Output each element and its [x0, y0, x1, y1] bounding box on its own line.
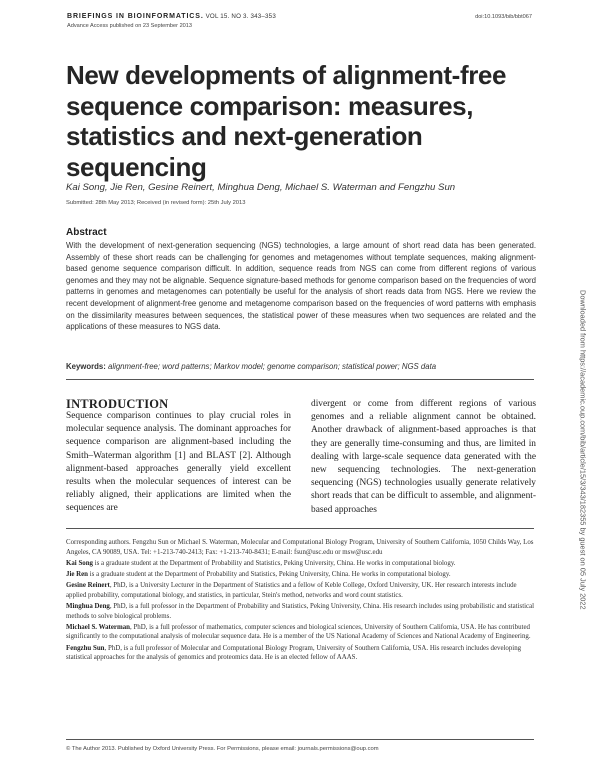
keywords-label: Keywords:: [66, 362, 106, 371]
introduction-heading: INTRODUCTION: [66, 397, 169, 411]
bio-text: , PhD, is a full professor of mathematics, computer sciences and biological sciences, University of Southern California, USA. He has contributed significantly to the computational analysis of molecular sequence data. He is a member of the US National Academy of Sciences and National Academy of Engineering.: [66, 623, 531, 641]
bio-entry: [66, 602, 536, 621]
download-watermark: [572, 215, 594, 685]
abstract-text: With the development of next-generation sequencing (NGS) technologies, a large amount of short read data has been generated. Assembly of these short reads can be challenging for genomes and metagenomes without template sequences, making alignment-based genome sequence comparison difficult. In addition, sequence reads from NGS can come from different regions of various genomes and they may not be alignable. Sequence signature-based methods for genome comparison based on the frequencies of word patterns in genomes and metagenomes can potentially be useful for the analysis of short reads data from NGS. Here we review the recent development of alignment-free genome and metagenome comparison based on the frequencies of word patterns with emphasis on the dissimilarity measures between sequences, the statistical power of these measures when two sequences are related and the applications of these measures to NGS data.: [66, 241, 536, 332]
bio-entry: [66, 559, 536, 569]
author-bios: [66, 538, 536, 664]
keywords-list: alignment-free; word patterns; Markov model; genome comparison; statistical power; NGS data: [108, 362, 437, 371]
bio-name: Fengzhu Sun: [66, 644, 105, 652]
doi: doi:10.1093/bib/bbt067: [475, 14, 532, 20]
journal-header: [67, 13, 276, 20]
bio-text: is a graduate student at the Department of Probability and Statistics, Peking University, China. He works in computational biology.: [94, 559, 456, 567]
journal-name: BRIEFINGS IN BIOINFORMATICS.: [67, 13, 204, 20]
bio-text: is a graduate student at the Department of Probability and Statistics, Peking University, China. He works in computational biology.: [89, 570, 451, 578]
submission-dates: Submitted: 28th May 2013; Received (in revised form): 25th July 2013: [66, 200, 246, 206]
bio-name: Kai Song: [66, 559, 93, 567]
abstract-divider: [66, 379, 534, 380]
volume-info: VOL 15. NO 3. 343–353: [205, 13, 276, 20]
bio-name: Michael S. Waterman: [66, 623, 130, 631]
bio-text: , PhD, is a full professor of Molecular and Computational Biology Program, University of Southern California, USA. His research includes developing statistical approaches for the analysis of genomics and proteomics data. He is an elected fellow of AAAS.: [66, 644, 522, 662]
copyright-divider: [66, 739, 534, 740]
corresponding-authors: Corresponding authors. Fengzhu Sun or Michael S. Waterman, Molecular and Computational Biology Program, University of Southern California, 1050 Childs Way, Los Angeles, CA 90089, USA. Tel: +1-213-740-2413; Fax: +1-213-740-8431; E-mail: fsun@usc.edu or msw@usc.edu: [66, 539, 534, 556]
bio-name: Jie Ren: [66, 570, 89, 578]
bio-entry: [66, 581, 536, 600]
abstract-heading: Abstract: [66, 227, 107, 238]
bio-entry: [66, 644, 536, 663]
bio-entry: [66, 570, 536, 580]
advance-access: Advance Access published on 23 September 2013: [67, 23, 193, 29]
keywords: [66, 362, 536, 371]
copyright-notice: © The Author 2013. Published by Oxford University Press. For Permissions, please email: journals.permissions@oup.com: [66, 746, 379, 752]
bio-entry: [66, 623, 536, 642]
bio-name: Minghua Deng: [66, 602, 110, 610]
bio-text: , PhD, is a University Lecturer in the Department of Statistics and a fellow of Keble College, Oxford University, UK. Her research interests include applied probability, computational biology, and statistics, in particular, Stein's method, networks and word count statistics.: [66, 582, 517, 599]
bio-name: Gesine Reinert: [66, 582, 110, 590]
article-title: New developments of alignment-free sequence comparison: measures, statistics and next-generation sequencing: [66, 60, 507, 182]
introduction-column-2: divergent or come from different regions of various genomes and a reliable alignment cannot be obtained. Another drawback of alignment-based approaches is that they are generally time-consuming and thus, are limited in dealing with large-scale sequence data generated with the new sequencing technologies. The next-generation sequencing (NGS) technologies usually generate relatively short reads that can be difficult to assemble, and alignment-based approaches: [311, 399, 536, 515]
bio-text: , PhD, is a full professor in the Department of Probability and Statistics, Peking University, China. His research includes using probabilistic and statistical methods to solve biological problems.: [66, 602, 535, 620]
footnote-divider: [66, 528, 534, 529]
download-note: Downloaded from https://academic.oup.com/bib/article/15/3/343/182355 by guest on 05 July 2022: [578, 290, 588, 610]
author-list: Kai Song, Jie Ren, Gesine Reinert, Minghua Deng, Michael S. Waterman and Fengzhu Sun: [66, 182, 456, 193]
introduction-column-1: Sequence comparison continues to play crucial roles in molecular sequence analysis. The dominant approaches for sequence comparison are alignment-based including the Smith–Waterman algorithm [1] and BLAST [2]. Although alignment-based approaches generally yield excellent results when the molecular sequences of interest can be reliably aligned, their applications are limited when the sequences are: [66, 411, 291, 514]
